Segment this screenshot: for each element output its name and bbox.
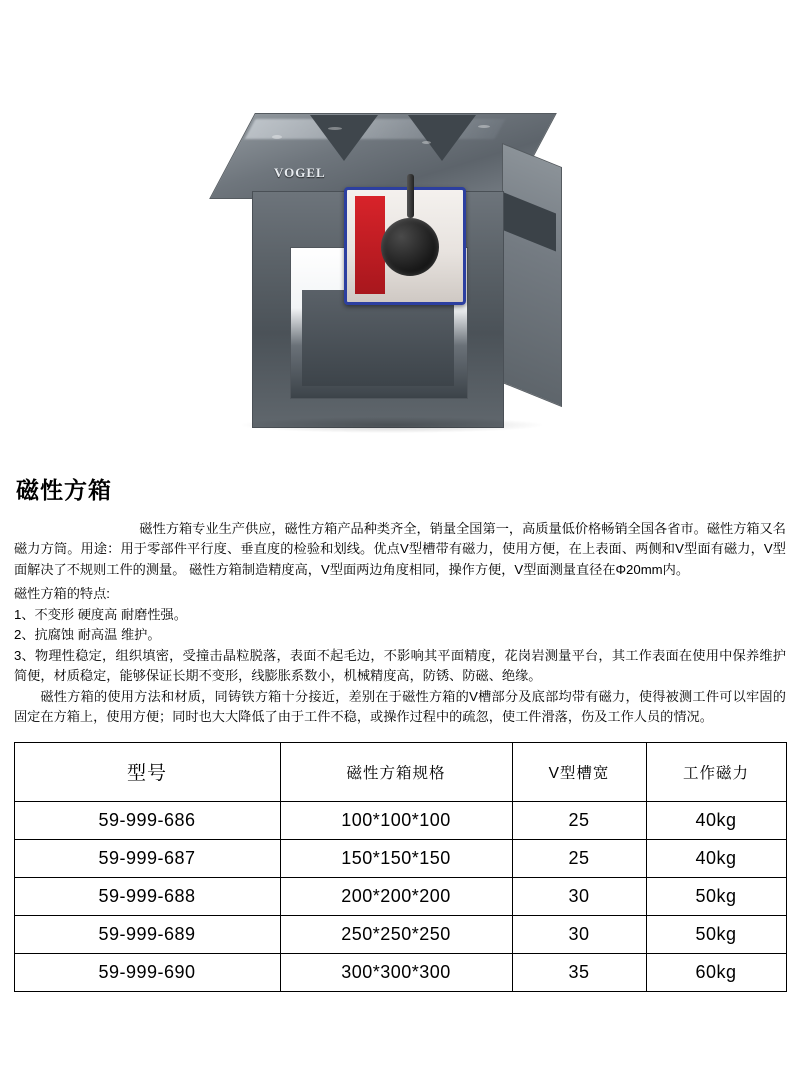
box-side-face [502,143,562,407]
v-groove-right-icon [408,115,476,161]
cell-model: 59-999-690 [14,953,280,991]
table-header-row [14,742,786,801]
surface-speckle [272,135,282,139]
list-item: 1、不变形 硬度高 耐磨性强。 [14,606,187,622]
list-item: 3、物理性稳定，组织填密，受撞击晶粒脱落，表面不起毛边，不影响其平面精度，花岗岩测量平台，其工作表面在使用中保养维护简便，材质稳定，能够保证长期不变形，线膨胀系数小，机械精度高，防锈、防磁、绝缘。 [14,647,786,684]
cell-model: 59-999-686 [14,801,280,839]
cell-spec: 250*250*250 [280,915,512,953]
product-shadow [242,417,542,433]
chuck-knob-icon [381,218,439,276]
cell-spec: 100*100*100 [280,801,512,839]
table-row [14,801,786,839]
cell-magnetic-force: 50kg [646,915,786,953]
magnetic-square-box-photo [232,95,572,455]
column-header-spec: 磁性方箱规格 [280,742,512,801]
cell-spec: 150*150*150 [280,839,512,877]
cell-groove-width: 30 [512,877,646,915]
product-image-section [0,0,800,470]
brand-logo: VOGEL [274,165,326,180]
column-header-groove-width: V型槽宽 [512,742,646,801]
surface-speckle [478,125,490,128]
closing-paragraph: 磁性方箱的使用方法和材质，同铸铁方箱十分接近，差别在于磁性方箱的V槽部分及底部均带有磁力，使得被测工件可以牢固的固定在方箱上，使用方便；同时也大大降低了由于工件不稳，或操作过程中的疏忽，使工件滑落，伤及工作人员的情况。 [14,688,786,725]
features-heading: 磁性方箱的特点: [14,586,110,602]
table-row [14,915,786,953]
surface-speckle [422,141,431,144]
surface-speckle [328,127,342,130]
column-header-magnetic-force: 工作磁力 [646,742,786,801]
cell-groove-width: 30 [512,915,646,953]
features-list [14,605,786,687]
cell-magnetic-force: 40kg [646,839,786,877]
cell-groove-width: 25 [512,801,646,839]
cell-groove-width: 35 [512,953,646,991]
intro-paragraph: 磁性方箱专业生产供应，磁性方箱产品种类齐全，销量全国第一，高质量低价格畅销全国各省市。磁性方箱又名磁力方筒。用途：用于零部件平行度、垂直度的检验和划线。优点V型槽带有磁力，使用方便，在上表面、两侧和V型面有磁力，V型面解决了不规则工件的测量。 磁性方箱制造精度高，V型面两边角度相同，操作方便，V型面测量直径在Φ20mm内。 [14,521,786,577]
cell-groove-width: 25 [512,839,646,877]
list-item: 2、抗腐蚀 耐高温 维护。 [14,627,161,643]
v-groove-left-icon [310,115,378,161]
table-row [14,877,786,915]
cell-magnetic-force: 60kg [646,953,786,991]
cell-spec: 200*200*200 [280,877,512,915]
cell-model: 59-999-688 [14,877,280,915]
table-row [14,953,786,991]
magnetic-chuck-device [344,187,466,305]
column-header-model: 型号 [14,742,280,801]
cell-magnetic-force: 40kg [646,801,786,839]
page-title: 磁性方箱 [16,477,112,503]
specification-table [14,742,787,992]
cell-magnetic-force: 50kg [646,877,786,915]
table-row [14,839,786,877]
cell-spec: 300*300*300 [280,953,512,991]
cell-model: 59-999-689 [14,915,280,953]
chuck-lever-icon [407,174,414,218]
cell-model: 59-999-687 [14,839,280,877]
description-section [0,472,800,728]
